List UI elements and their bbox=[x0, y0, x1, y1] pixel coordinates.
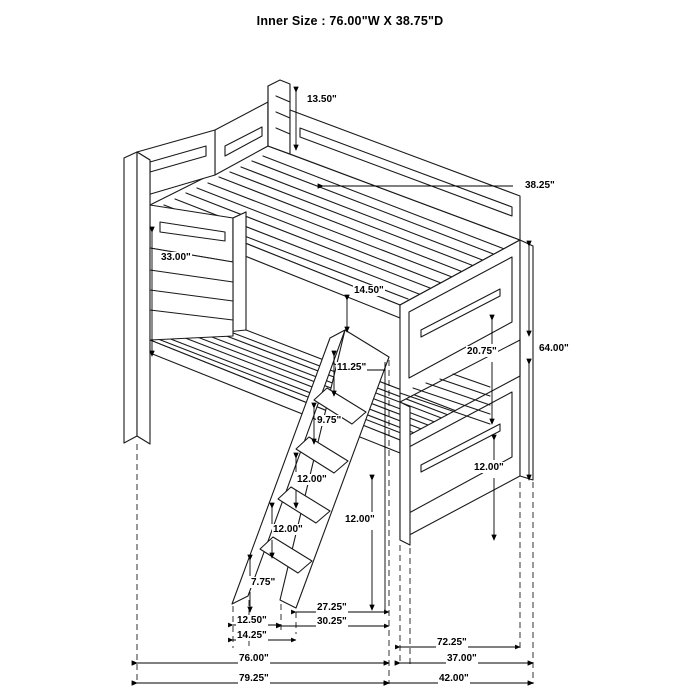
upper-bunk-headboard bbox=[268, 80, 290, 154]
foot-post-front bbox=[400, 402, 410, 545]
dim-ladder-foot-depth: 12.50" bbox=[237, 615, 267, 626]
right-corner-post bbox=[520, 240, 533, 480]
dim-top-rail-height: 13.50" bbox=[307, 94, 337, 105]
mid-post-front bbox=[233, 212, 246, 336]
dim-ladder-spread: 14.25" bbox=[237, 630, 267, 641]
dim-ladder-rung-gap-2: 9.75" bbox=[317, 415, 342, 426]
dim-overall-height: 64.00" bbox=[539, 343, 569, 354]
dim-ladder-rung-gap-1: 11.25" bbox=[337, 362, 367, 373]
dim-ladder-top-offset: 14.50" bbox=[354, 285, 384, 296]
dim-side-depth: 72.25" bbox=[437, 637, 467, 648]
dim-lower-bunk-clearance: 20.75" bbox=[467, 346, 497, 357]
dim-deck-to-floor: 12.00" bbox=[474, 462, 504, 473]
dim-ladder-reach-lower: 30.25" bbox=[317, 616, 347, 627]
dim-bottom-rung-height: 7.75" bbox=[251, 577, 276, 588]
dim-overall-length: 79.25" bbox=[239, 673, 269, 684]
left-corner-post bbox=[124, 152, 150, 444]
dim-overall-depth: 42.00" bbox=[439, 673, 469, 684]
dim-upper-bunk-clearance: 33.00" bbox=[161, 252, 191, 263]
dim-bed-depth: 37.00" bbox=[447, 653, 477, 664]
dim-ladder-base-height: 12.00" bbox=[345, 514, 375, 525]
dim-mattress-length: 76.00" bbox=[239, 653, 269, 664]
dim-ladder-rung-gap-3: 12.00" bbox=[297, 474, 327, 485]
dim-guard-rail-total: 38.25" bbox=[525, 180, 555, 191]
dim-ladder-rung-gap-4: 12.00" bbox=[273, 524, 303, 535]
page-title: Inner Size : 76.00"W X 38.75"D bbox=[256, 14, 444, 28]
dim-ladder-reach-upper: 27.25" bbox=[317, 602, 347, 613]
